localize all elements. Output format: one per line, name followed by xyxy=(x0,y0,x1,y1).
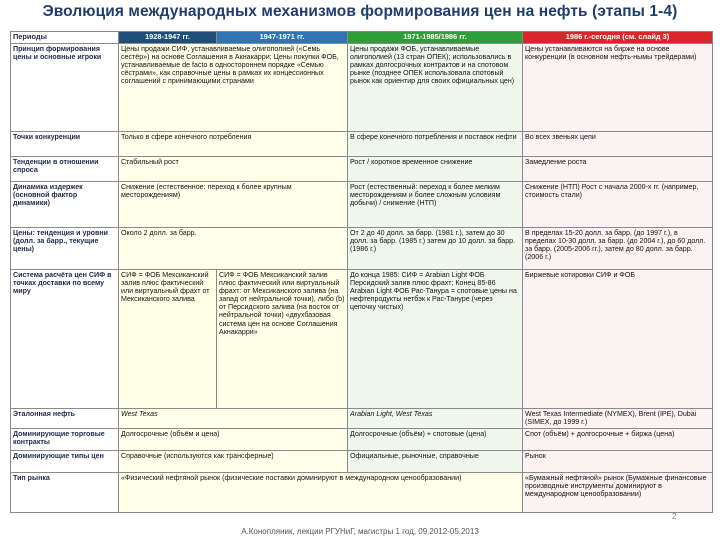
cell-period-4: Во всех звеньях цепи xyxy=(523,132,713,157)
cell-periods-1-2 xyxy=(119,409,348,429)
cell-periods-1-3: «Физический нефтяной рынок (физические поставки доминируют в международном ценообразовании) xyxy=(119,473,523,513)
footer-credit: А.Конопляник, лекции РГУНиГ, магистры 1 год, 09.2012-05.2013 xyxy=(241,527,479,536)
row-label: Точки конкуренции xyxy=(11,132,119,157)
row-label: Доминирующие типы цен xyxy=(11,451,119,473)
row-label: Эталонная нефть xyxy=(11,409,119,429)
row-label: Цены: тенденция и уровни (долл. за барр., текущие цены) xyxy=(11,228,119,270)
table-row xyxy=(11,451,713,473)
slide-title: Эволюция международных механизмов формирования цен на нефть (этапы 1-4) xyxy=(42,3,678,20)
cell-period-4: Снижение (НТП) Рост с начала 2000-х гг. (например, стоимость стали) xyxy=(523,182,713,228)
row-label: Динамика издержек (основной фактор динамики) xyxy=(11,182,119,228)
benchmark-name: Arabian Light, West Texas xyxy=(350,410,433,418)
row-label: Тенденции в отношении спроса xyxy=(11,157,119,182)
cell-period-3: В сфере конечного потребления и поставок нефти xyxy=(348,132,523,157)
table-row xyxy=(11,132,713,157)
cell-period-4: Замедление роста xyxy=(523,157,713,182)
cell-periods-1-2: Справочные (используются как трансферные) xyxy=(119,451,348,473)
cell-period-2: СИФ = ФОБ Мексиканский залив плюс фактический или виртуальный фрахт: от Мексиканского залива (на запад от нейтральной точки), либо (b) от Персидского залива (на восток от нейтральной точки) «двухбазовая система цен на основе Соглашения Акнакарри» xyxy=(217,270,348,409)
period-1947-1971: 1947-1971 гг. xyxy=(217,32,348,44)
cell-period-4: Спот (объём) + долгосрочные + биржа (цена) xyxy=(523,429,713,451)
table-row xyxy=(11,157,713,182)
cell-periods-1-2: Цены продажи СИФ, устанавливаемые олигополией («Семь сестёр») на основе Соглашения в Акнакарри; Цены покупки ФОБ, устанавливаемые de facto в одностороннем порядке «Семью сёстрами», как справочные цены в рамках их концессионных соглашений с принимающими странами xyxy=(119,44,348,132)
cell-period-3: Официальные, рыночные, справочные xyxy=(348,451,523,473)
period-1986-today: 1986 г.-сегодня (см. слайд 3) xyxy=(523,32,713,44)
table-row xyxy=(11,270,713,409)
header-periods-label: Периоды xyxy=(11,32,119,44)
cell-periods-1-2: Около 2 долл. за барр. xyxy=(119,228,348,270)
cell-period-3: Рост (естественный: переход к более мелким месторождениям и более сложным условиям добычи) / снижение (НТП) xyxy=(348,182,523,228)
table-row xyxy=(11,409,713,429)
table-row xyxy=(11,182,713,228)
cell-period-4: West Texas Intermediate (NYMEX), Brent (IPE), Dubai (SIMEX, до 1999 г.) xyxy=(523,409,713,429)
cell-period-4: Биржевые котировки СИФ и ФОБ xyxy=(523,270,713,409)
row-label: Тип рынка xyxy=(11,473,119,513)
cell-period-4: «Бумажный нефтяной» рынок (Бумажные финансовые производные инструменты доминируют в международном ценообразовании) xyxy=(523,473,713,513)
row-label: Система расчёта цен СИФ в точках доставки по всему миру xyxy=(11,270,119,409)
cell-period-3: От 2 до 40 долл. за барр. (1981 г.), затем до 30 долл. за барр. (1985 г.) затем до 10 долл. за барр. (1986 г.) xyxy=(348,228,523,270)
period-1928-1947: 1928-1947 гг. xyxy=(119,32,217,44)
cell-period-3: Долгосрочные (объём) + спотовые (цена) xyxy=(348,429,523,451)
cell-period-3: До конца 1985: СИФ = Arabian Light ФОБ Персидский залив плюс фрахт; Конец 85-86 Arabian Light ФОБ Рас-Танура = спотовые цены на нефтепродукты нетбэк к Рас-Тануре (через цепочку чистых) xyxy=(348,270,523,409)
cell-periods-1-2: Стабильный рост xyxy=(119,157,348,182)
benchmark-name: West Texas xyxy=(121,410,158,418)
cell-period-3 xyxy=(348,409,523,429)
table-row xyxy=(11,429,713,451)
cell-periods-1-2: Долгосрочные (объём и цена) xyxy=(119,429,348,451)
header-row xyxy=(11,32,713,44)
row-label: Доминирующие торговые контракты xyxy=(11,429,119,451)
cell-periods-1-2: Снижение (естественное: переход к более крупным месторождениям) xyxy=(119,182,348,228)
table-row xyxy=(11,44,713,132)
cell-period-3: Рост / короткое временное снижение xyxy=(348,157,523,182)
period-1971-1986: 1971-1985/1986 гг. xyxy=(348,32,523,44)
cell-period-4: Рынок xyxy=(523,451,713,473)
cell-period-4: В пределах 15-20 долл. за барр. (до 1997 г.), в пределах 10-30 долл. за барр. (до 2004 г.), до 60 долл. за барр. (2005-2006 гг.), затем до 80 долл. за барр. (2006 г.) xyxy=(523,228,713,270)
table-row xyxy=(11,473,713,513)
pricing-evolution-table xyxy=(10,31,713,513)
table-row xyxy=(11,228,713,270)
cell-period-1: СИФ = ФОБ Мексиканский залив плюс фактический или виртуальный фрахт от Мексиканского залива xyxy=(119,270,217,409)
row-label: Принцип формирования цены и основные игроки xyxy=(11,44,119,132)
page-number: 2 xyxy=(672,512,677,521)
cell-periods-1-2: Только в сфере конечного потребления xyxy=(119,132,348,157)
cell-period-4: Цены устанавливаются на бирже на основе конкуренции (в основном нефть-нымы трейдерами) xyxy=(523,44,713,132)
cell-period-3: Цены продажи ФОБ, устанавливаемые олигополией (13 стран ОПЕК); использовались в рамках долгосрочных контрактов и на спотовом рынке (позднее ОПЕК использовала спотовый рынок как ориентир для своих официальных цен) xyxy=(348,44,523,132)
